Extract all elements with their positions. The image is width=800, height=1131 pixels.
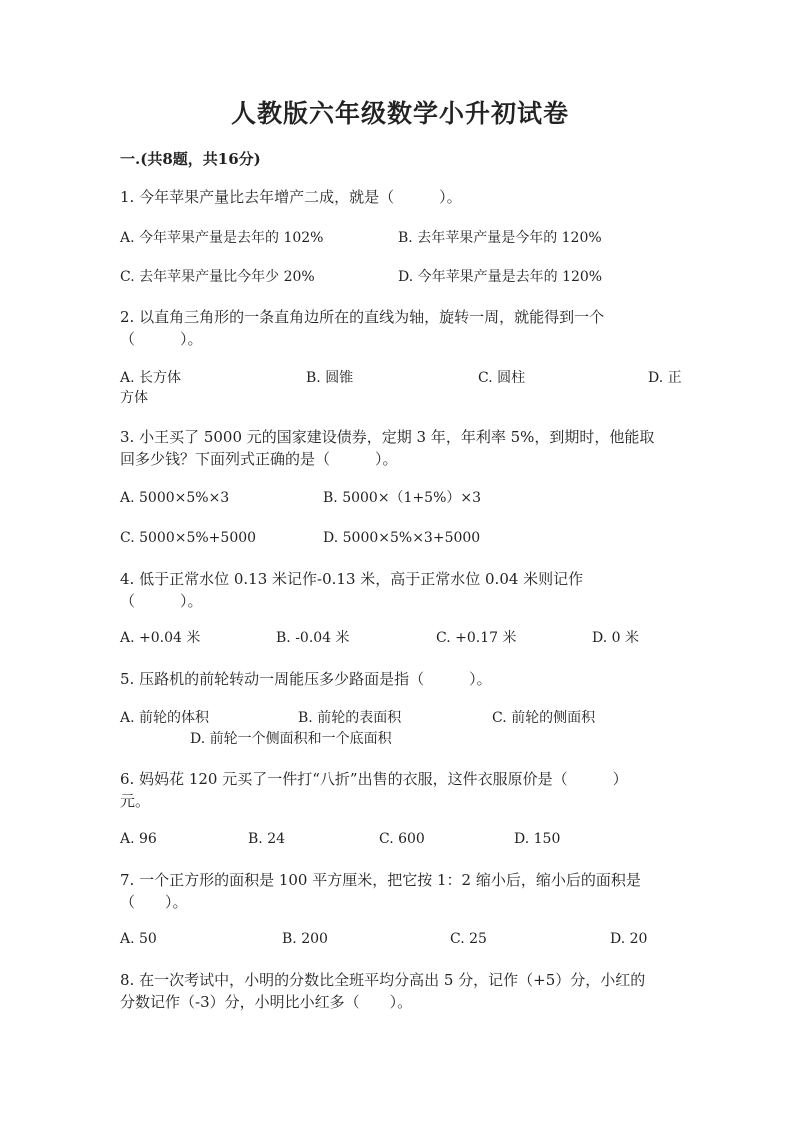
question-4-stem: 4. 低于正常水位 0.13 米记作-0.13 米，高于正常水位 0.04 米则记作 [120,570,584,588]
question-5-option-b[interactable]: B. 前轮的表面积 [298,710,402,726]
question-1-stem: 1. 今年苹果产量比去年增产二成，就是（ ）。 [120,188,462,206]
question-2-option-d-wrap: 方体 [120,390,148,406]
section-heading: 一.(共8题，共16分) [120,150,261,168]
question-6-option-a[interactable]: A. 96 [120,831,157,847]
question-3-stem-line2: 回多少钱？下面列式正确的是（ ）。 [120,450,398,468]
question-7-option-b[interactable]: B. 200 [282,931,328,947]
question-3-option-c[interactable]: C. 5000×5%+5000 [120,530,257,546]
question-2-option-c[interactable]: C. 圆柱 [478,370,526,386]
question-5-stem: 5. 压路机的前轮转动一周能压多少路面是指（ ）。 [120,670,492,688]
question-2-stem-line2: （ ）。 [120,330,203,348]
question-4-option-a[interactable]: A. +0.04 米 [120,630,201,646]
question-7-stem: 7. 一个正方形的面积是 100 平方厘米，把它按 1：2 缩小后，缩小后的面积是 [120,871,641,889]
question-8-stem-line2: 分数记作（-3）分，小明比小红多（ ）。 [120,993,413,1011]
question-3-option-a[interactable]: A. 5000×5%×3 [120,490,230,506]
question-5-option-a[interactable]: A. 前轮的体积 [120,710,210,726]
question-6-stem-line2: 元。 [120,792,151,810]
question-7-option-c[interactable]: C. 25 [450,931,487,947]
question-1-option-b[interactable]: B. 去年苹果产量是今年的 120% [398,230,602,246]
question-7-stem-line2: （ ）。 [120,893,188,911]
question-6-option-b[interactable]: B. 24 [248,831,286,847]
question-4-stem-line2: （ ）。 [120,592,203,610]
question-5-option-c[interactable]: C. 前轮的侧面积 [492,710,596,726]
question-6-option-d[interactable]: D. 150 [514,831,561,847]
question-2-stem: 2. 以直角三角形的一条直角边所在的直线为轴，旋转一周，就能得到一个 [120,308,605,326]
question-6-option-c[interactable]: C. 600 [379,831,425,847]
question-1-option-a[interactable]: A. 今年苹果产量是去年的 102% [120,230,324,246]
page-title: 人教版六年级数学小升初试卷 [230,99,569,128]
question-2-option-d[interactable]: D. 正 [648,370,682,386]
question-8-stem: 8. 在一次考试中，小明的分数比全班平均分高出 5 分，记作（+5）分，小红的 [120,971,646,989]
question-2-option-b[interactable]: B. 圆锥 [306,370,354,386]
question-1-option-c[interactable]: C. 去年苹果产量比今年少 20% [120,269,315,285]
question-2-option-a[interactable]: A. 长方体 [120,370,182,386]
question-4-option-b[interactable]: B. -0.04 米 [276,630,350,646]
question-7-option-a[interactable]: A. 50 [120,931,157,947]
question-7-option-d[interactable]: D. 20 [610,931,648,947]
question-6-stem: 6. 妈妈花 120 元买了一件打“八折”出售的衣服，这件衣服原价是（ ） [120,770,628,788]
question-3-stem: 3. 小王买了 5000 元的国家建设债券，定期 3 年，年利率 5%，到期时，他能取 [120,428,655,446]
question-5-option-d[interactable]: D. 前轮一个侧面积和一个底面积 [190,731,392,747]
question-1-option-d[interactable]: D. 今年苹果产量是去年的 120% [398,269,603,285]
question-4-option-c[interactable]: C. +0.17 米 [436,630,517,646]
question-3-option-d[interactable]: D. 5000×5%×3+5000 [323,530,481,546]
question-4-option-d[interactable]: D. 0 米 [592,630,639,646]
question-3-option-b[interactable]: B. 5000×（1+5%）×3 [323,490,482,506]
